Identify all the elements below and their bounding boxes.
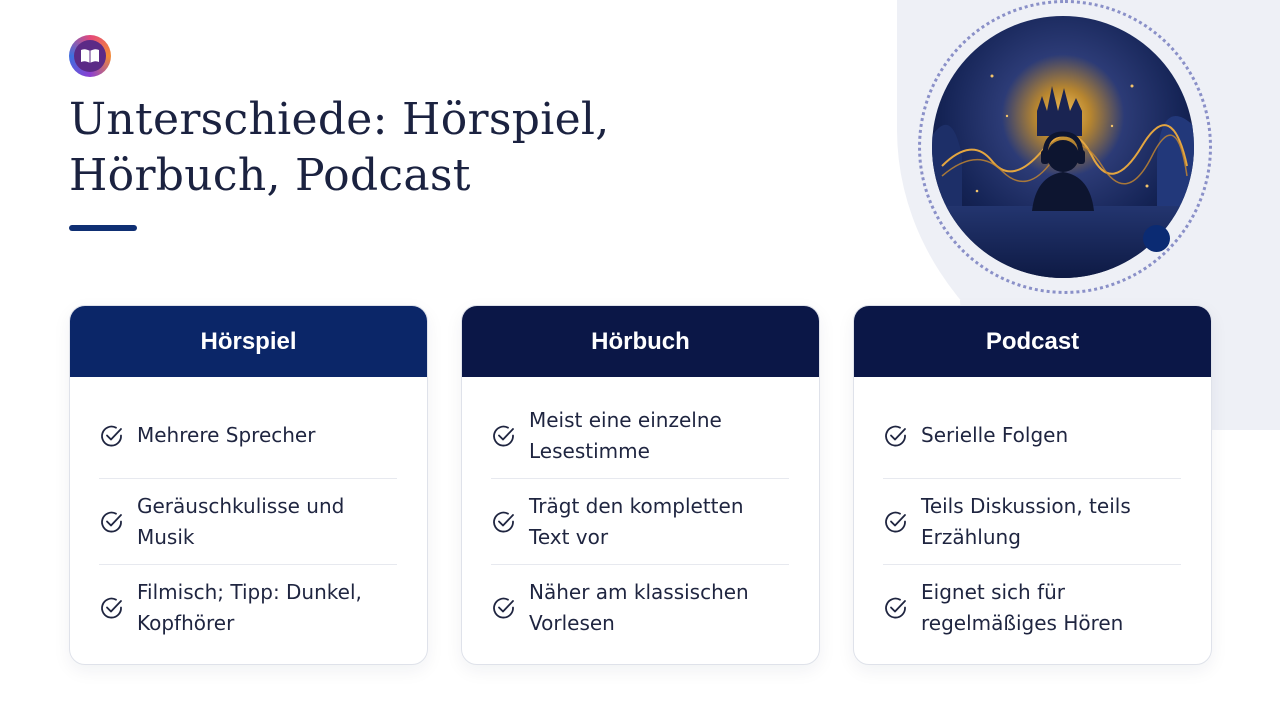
item-text: Meist eine einzelne Lesestimme bbox=[529, 407, 722, 463]
check-circle-icon bbox=[883, 509, 909, 535]
hero-accent-dot bbox=[1143, 225, 1170, 252]
list-item bbox=[491, 565, 789, 651]
item-text: Filmisch; Tipp: Dunkel, Kopfhörer bbox=[137, 580, 362, 635]
card-hoerbuch bbox=[461, 305, 820, 665]
card-title: Hörbuch bbox=[462, 306, 819, 377]
item-text: Teils Diskussion, teils Erzählung bbox=[921, 493, 1131, 549]
item-text: Mehrere Sprecher bbox=[137, 423, 316, 447]
check-circle-icon bbox=[491, 595, 517, 621]
list-item bbox=[99, 479, 397, 565]
list-item bbox=[883, 393, 1181, 479]
list-item bbox=[99, 393, 397, 479]
check-circle-icon bbox=[99, 423, 125, 449]
page-title: Unterschiede: Hörspiel, Hörbuch, Podcast bbox=[69, 94, 610, 201]
list-item bbox=[491, 479, 789, 565]
check-circle-icon bbox=[883, 595, 909, 621]
item-text: Näher am klassischen Vorlesen bbox=[529, 580, 749, 635]
item-text: Trägt den kompletten Text vor bbox=[529, 493, 744, 549]
list-item bbox=[883, 479, 1181, 565]
check-circle-icon bbox=[883, 423, 909, 449]
title-underline bbox=[69, 225, 137, 231]
card-title: Podcast bbox=[854, 306, 1211, 377]
check-circle-icon bbox=[99, 509, 125, 535]
check-circle-icon bbox=[491, 423, 517, 449]
list-item bbox=[883, 565, 1181, 651]
check-circle-icon bbox=[99, 595, 125, 621]
book-logo-icon bbox=[69, 35, 111, 77]
item-text: Eignet sich für regelmäßiges Hören bbox=[921, 580, 1124, 635]
card-title: Hörspiel bbox=[70, 306, 427, 377]
item-text: Geräuschkulisse und Musik bbox=[137, 493, 345, 549]
check-circle-icon bbox=[491, 509, 517, 535]
item-text: Serielle Folgen bbox=[921, 423, 1069, 447]
card-hoerspiel bbox=[69, 305, 428, 665]
card-podcast bbox=[853, 305, 1212, 665]
list-item bbox=[99, 565, 397, 651]
list-item bbox=[491, 393, 789, 479]
